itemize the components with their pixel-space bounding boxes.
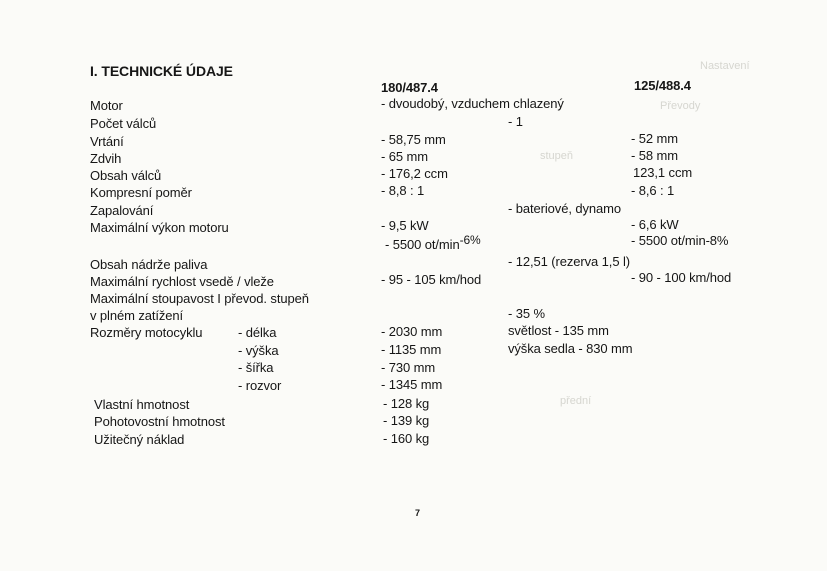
value-seat-height: výška sedla - 830 mm	[508, 341, 633, 356]
value-a-max-power: - 9,5 kW	[381, 218, 429, 233]
value-b-displacement: 123,1 ccm	[633, 165, 693, 180]
label-max-speed: Maximální rychlost vsedě / vleže	[90, 274, 274, 289]
value-dry-weight: - 128 kg	[383, 396, 430, 411]
value-b-max-power: - 6,6 kW	[631, 217, 679, 232]
label-bore: Vrtání	[90, 134, 124, 149]
label-stroke: Zdvih	[90, 151, 122, 166]
value-a-displacement: - 176,2 ccm	[381, 166, 448, 181]
value-b-max-power-rpm: - 5500 ot/min-8%	[631, 233, 729, 248]
value-wheelbase: - 1345 mm	[381, 377, 443, 392]
show-through-text: Nastavení	[700, 60, 750, 72]
show-through-text: Převody	[660, 100, 701, 112]
model-a-header: 180/487.4	[381, 80, 438, 95]
page-heading: I. TECHNICKÉ ÚDAJE	[90, 63, 233, 79]
page-number: 7	[415, 508, 420, 518]
value-b-max-speed: - 90 - 100 km/hod	[631, 270, 732, 285]
value-motor: - dvoudobý, vzduchem chlazený	[381, 96, 564, 111]
value-cylinder-count: - 1	[508, 114, 523, 129]
label-ignition: Zapalování	[90, 203, 154, 218]
label-max-climb-2: v plném zatížení	[90, 308, 184, 323]
value-max-climb: - 35 %	[508, 306, 545, 321]
value-length: - 2030 mm	[381, 324, 443, 339]
value-height: - 1135 mm	[381, 342, 442, 357]
model-b-header: 125/488.4	[634, 78, 691, 93]
value-a-tolerance: -6%	[459, 233, 481, 247]
value-payload: - 160 kg	[383, 431, 430, 446]
label-payload: Užitečný náklad	[94, 432, 185, 447]
label-cylinder-count: Počet válců	[90, 116, 157, 131]
label-tank-capacity: Obsah nádrže paliva	[90, 257, 208, 272]
show-through-text: stupeň	[540, 150, 574, 162]
value-a-max-speed: - 95 - 105 km/hod	[381, 272, 482, 287]
value-width: - 730 mm	[381, 360, 436, 375]
label-max-power: Maximální výkon motoru	[90, 220, 229, 235]
value-b-stroke: - 58 mm	[631, 148, 678, 163]
label-width: - šířka	[238, 360, 274, 375]
show-through-text: přední	[560, 395, 592, 407]
value-a-bore: - 58,75 mm	[381, 132, 446, 147]
value-tank-capacity: - 12,51 (rezerva 1,5 l)	[508, 254, 630, 269]
label-motor: Motor	[90, 98, 123, 113]
label-dry-weight: Vlastní hmotnost	[94, 397, 190, 412]
value-ignition: - bateriové, dynamo	[508, 201, 621, 216]
label-curb-weight: Pohotovostní hmotnost	[94, 414, 225, 429]
label-height: - výška	[238, 343, 279, 358]
label-compression: Kompresní poměr	[90, 185, 192, 200]
label-wheelbase: - rozvor	[238, 378, 282, 393]
value-a-stroke: - 65 mm	[381, 149, 428, 164]
value-b-bore: - 52 mm	[631, 131, 678, 146]
label-displacement: Obsah válců	[90, 168, 162, 183]
value-a-max-power-rpm: - 5500 ot/min-6%	[385, 233, 481, 252]
value-curb-weight: - 139 kg	[383, 413, 430, 428]
label-length: - délka	[238, 325, 277, 340]
value-ground-clearance: světlost - 135 mm	[508, 323, 609, 338]
label-dimensions: Rozměry motocyklu	[90, 325, 203, 340]
label-max-climb-1: Maximální stoupavost I převod. stupeň	[90, 291, 309, 306]
value-a-compression: - 8,8 : 1	[381, 183, 425, 198]
value-b-compression: - 8,6 : 1	[631, 183, 675, 198]
